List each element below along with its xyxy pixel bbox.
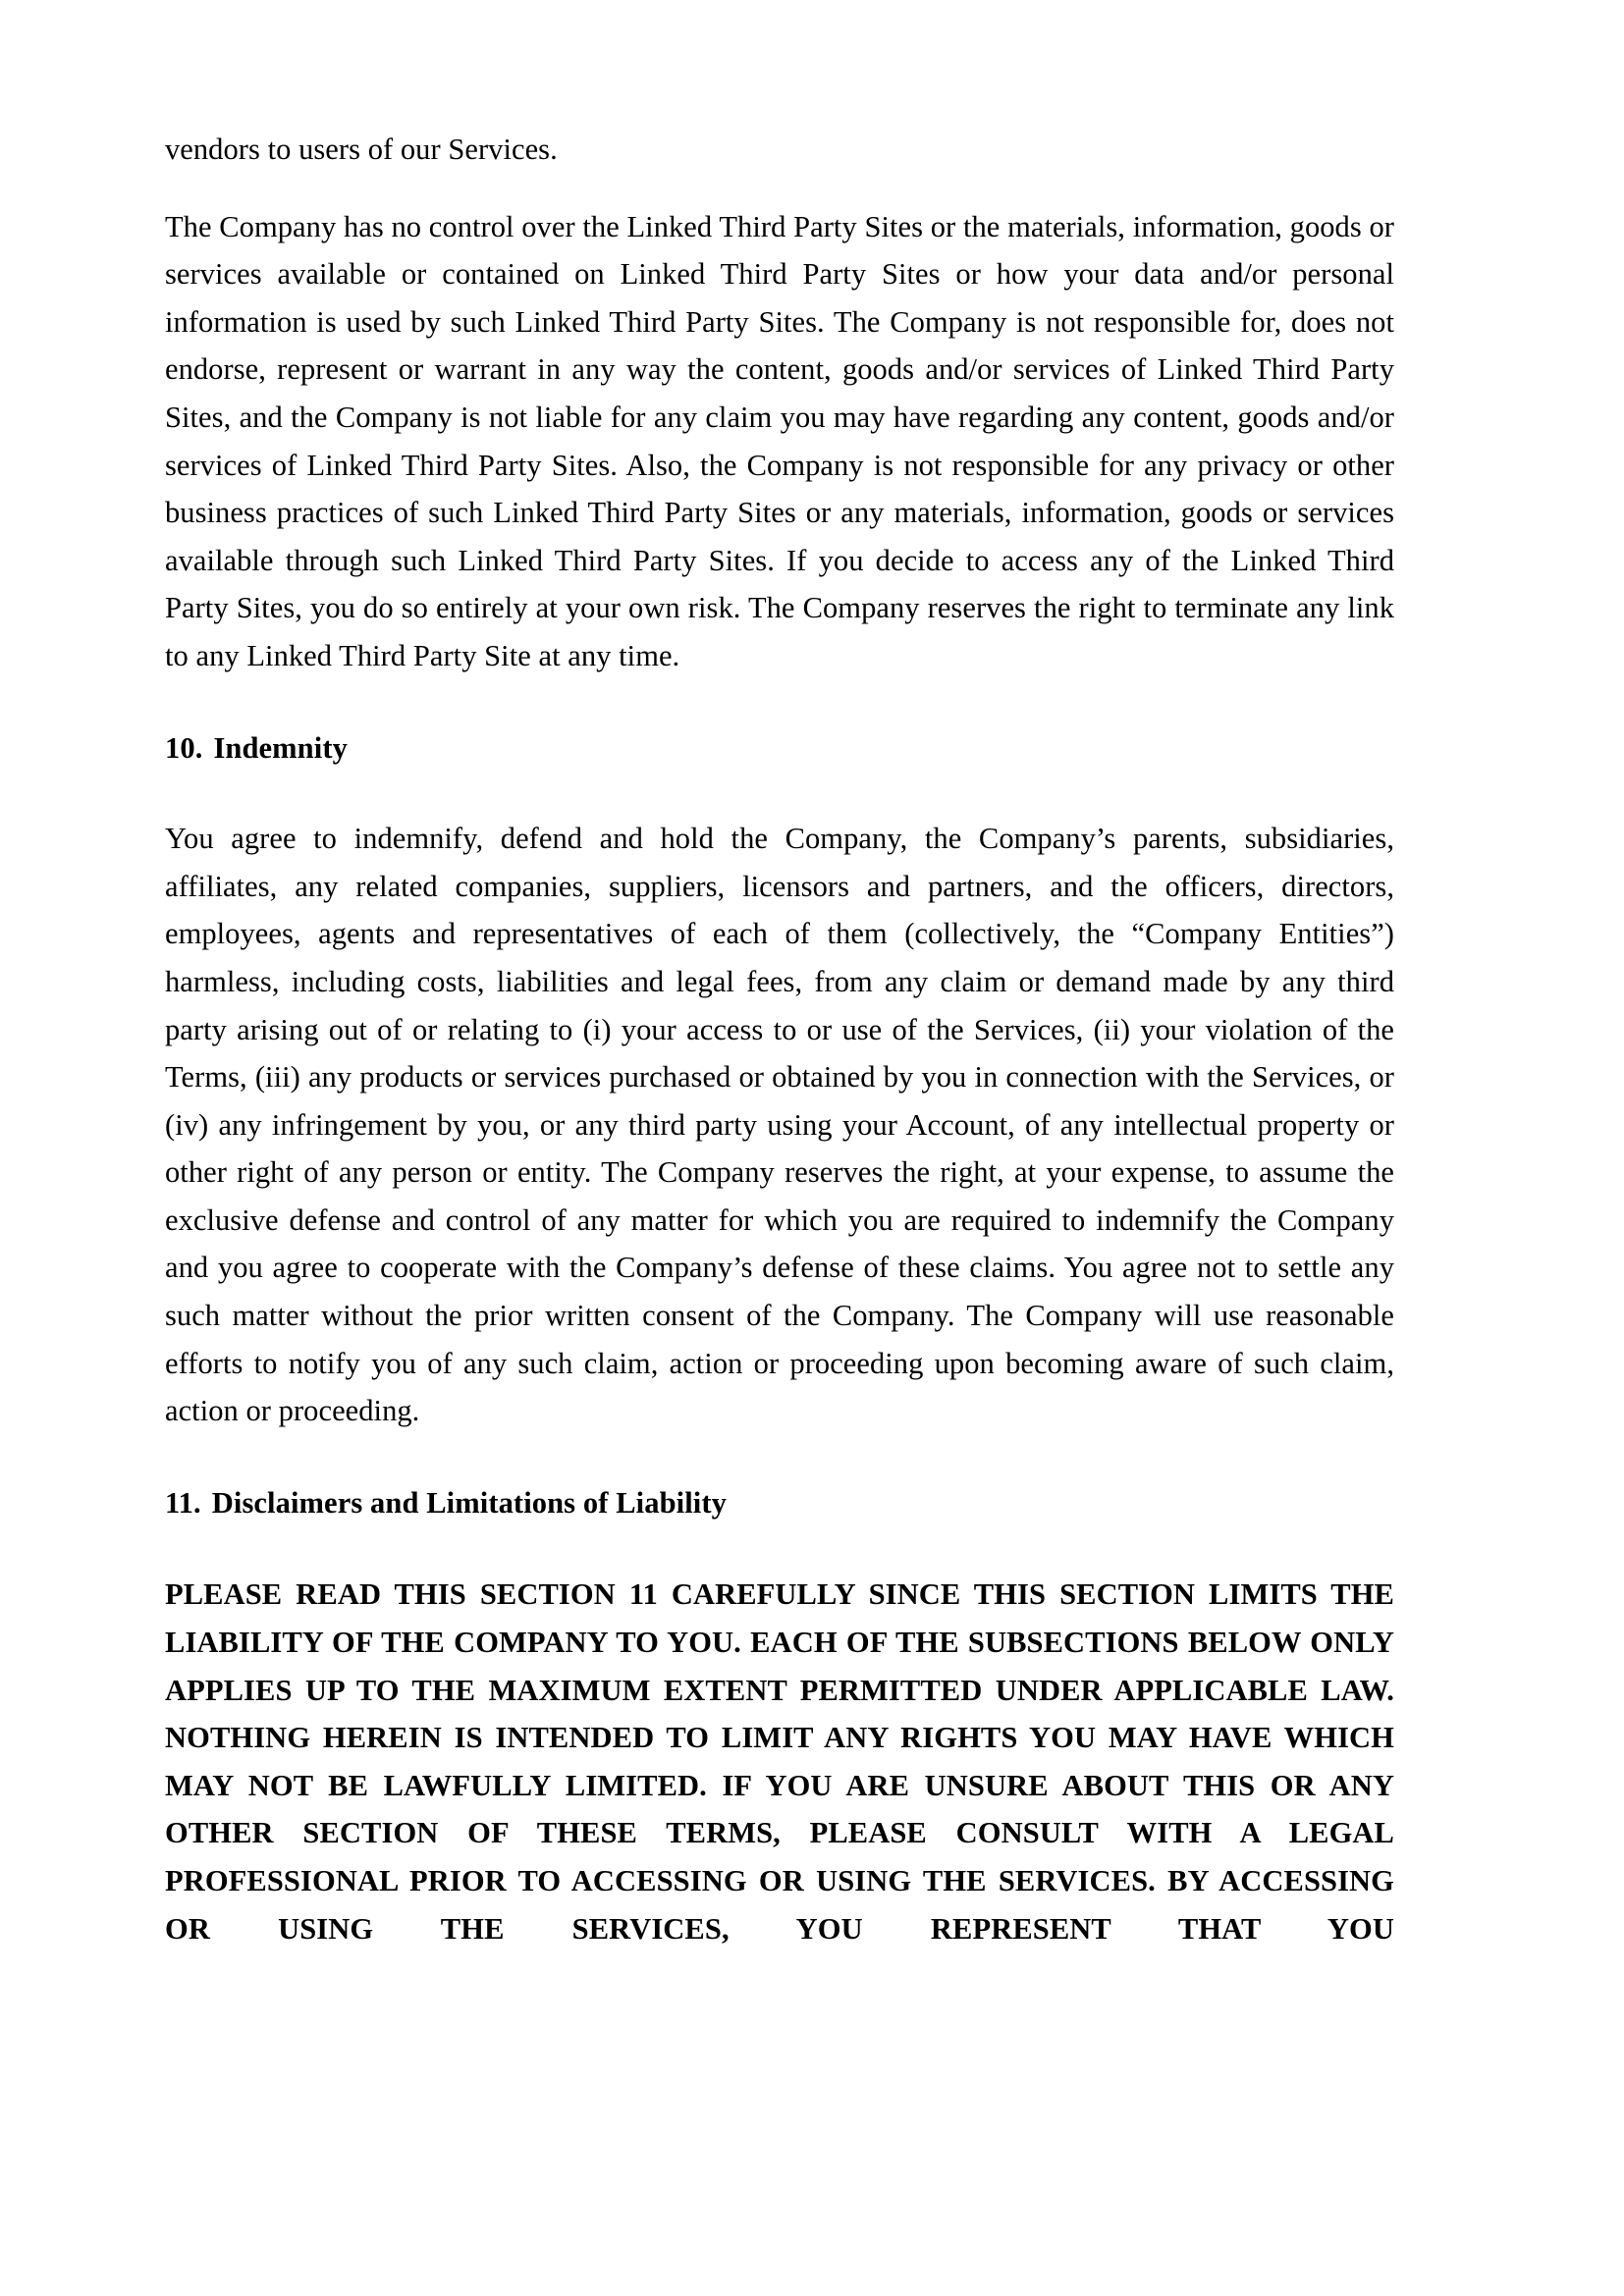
section-11-heading-block <box>165 1479 1394 1527</box>
page-content <box>165 126 1394 2001</box>
paragraph-continued-line: vendors to users of our Services. <box>165 133 558 166</box>
section-10-title: Indemnity <box>213 730 348 765</box>
section-11-number: 11. <box>165 1485 201 1520</box>
section-heading-10 <box>165 724 1394 773</box>
section-11-title: Disclaimers and Limitations of Liability <box>211 1485 727 1520</box>
paragraph-linked-third-party-sites: The Company has no control over the Linked Third Party Sites or the materials, information, goods or services available or contained on Linked Third Party Sites or how your data and/or personal information is used by such Linked Third Party Sites. The Company is not responsible for, does not endorse, represent or warrant in any way the content, goods and/or services of Linked Third Party Sites, and the Company is not liable for any claim you may have regarding any content, goods and/or services of Linked Third Party Sites. Also, the Company is not responsible for any privacy or other business practices of such Linked Third Party Sites or any materials, information, goods or services available through such Linked Third Party Sites. If you decide to access any of the Linked Third Party Sites, you do so entirely at your own risk. The Company reserves the right to terminate any link to any Linked Third Party Site at any time. <box>165 209 1394 672</box>
section-heading-11 <box>165 1479 1394 1527</box>
paragraph-disclaimer-caps: PLEASE READ THIS SECTION 11 CAREFULLY SINCE THIS SECTION LIMITS THE LIABILITY OF THE COMPANY TO YOU. EACH OF THE SUBSECTIONS BELOW ONLY APPLIES UP TO THE MAXIMUM EXTENT PERMITTED UNDER APPLICABLE LAW. NOTHING HEREIN IS INTENDED TO LIMIT ANY RIGHTS YOU MAY HAVE WHICH MAY NOT BE LAWFULLY LIMITED. IF YOU ARE UNSURE ABOUT THIS OR ANY OTHER SECTION OF THESE TERMS, PLEASE CONSULT WITH A LEGAL PROFESSIONAL PRIOR TO ACCESSING OR USING THE SERVICES. BY ACCESSING OR USING THE SERVICES, YOU REPRESENT THAT YOU <box>165 1577 1394 1946</box>
section-10-number: 10. <box>165 730 203 765</box>
paragraph-indemnity-body: You agree to indemnify, defend and hold the Company, the Company’s parents, subsidiaries, affiliates, any related companies, suppliers, licensors and partners, and the officers, directors, employees, agents and representatives of each of them (collectively, the “Company Entities”) harmless, including costs, liabilities and legal fees, from any claim or demand made by any third party arising out of or relating to (i) your access to or use of the Services, (ii) your violation of the Terms, (iii) any products or services purchased or obtained by you in connection with the Services, or (iv) any infringement by you, or any third party using your Account, of any intellectual property or other right of any person or entity. The Company reserves the right, at your expense, to assume the exclusive defense and control of any matter for which you are required to indemnify the Company and you agree to cooperate with the Company’s defense of these claims. You agree not to settle any such matter without the prior written consent of the Company. The Company will use reasonable efforts to notify you of any such claim, action or proceeding upon becoming aware of such claim, action or proceeding. <box>165 822 1394 1428</box>
section-10-heading-block <box>165 724 1394 773</box>
